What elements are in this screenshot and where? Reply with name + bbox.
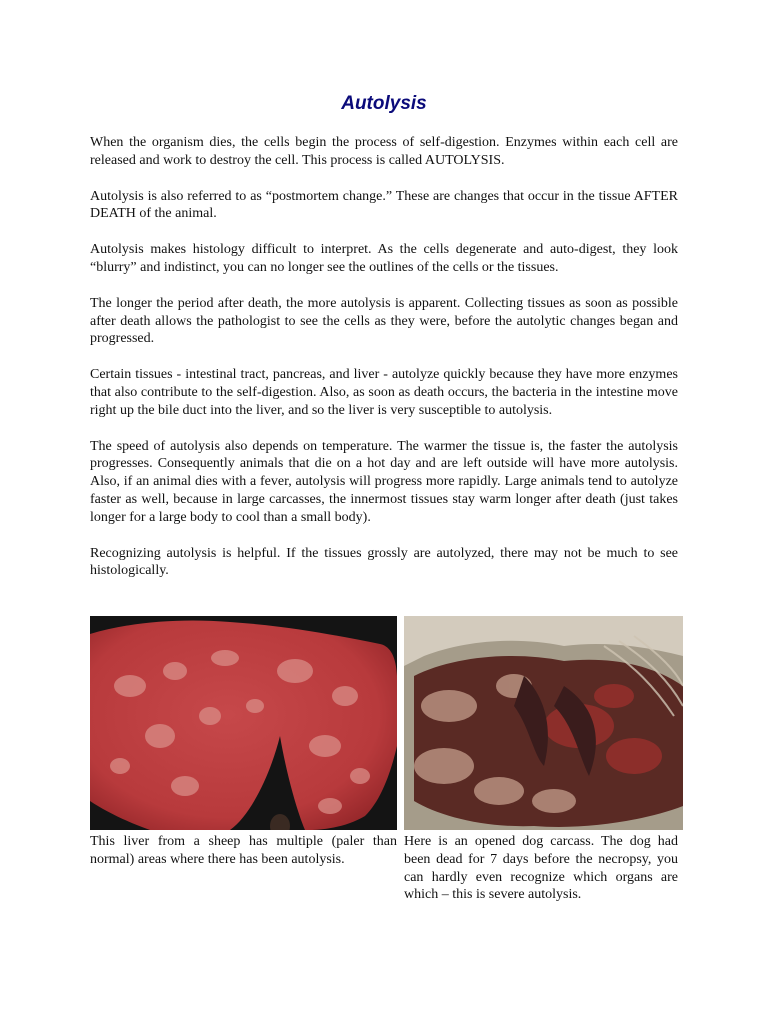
figure-row [90, 616, 683, 916]
paragraph-recognizing: Recognizing autolysis is helpful. If the tissues grossly are autolyzed, there may not be much to see histologically. [90, 545, 678, 579]
paragraph-definition: When the organism dies, the cells begin the process of self-digestion. Enzymes within each cell are released and work to destroy the cell. This process is called AUTOLYSIS. [90, 135, 678, 168]
paragraph-time-after-death: The longer the period after death, the more autolysis is apparent. Collecting tissues as soon as possible after death allows the pathologist to see the cells as they were, before the autolytic changes began and progressed. [90, 295, 678, 347]
dog-carcass-photo [404, 616, 683, 830]
paragraph-temperature: The speed of autolysis also depends on temperature. The warmer the tissue is, the faster the autolysis progresses. Consequently animals that die on a hot day and are left outside will have more autolysis. Also, if an animal dies with a fever, autolysis will progress more rapidly. Large animals tend to autolyze faster as well, because in large carcasses, the innermost tissues stay warm longer after death (just takes longer for a large body to cool than a small body). [90, 438, 678, 525]
paragraph-postmortem-change: Autolysis is also referred to as “postmortem change.” These are changes that occur in the tissue AFTER DEATH of the animal. [90, 188, 678, 222]
sheep-liver-caption: This liver from a sheep has multiple (paler than normal) areas where there has been autolysis. [90, 834, 397, 867]
paragraph-susceptible-tissues: Certain tissues - intestinal tract, pancreas, and liver - autolyze quickly because they have more enzymes that also contribute to the self-digestion. Also, as soon as death occurs, the bacteria in the intestine move right up the bile duct into the liver, and so the liver is very susceptible to autolysis. [90, 367, 678, 418]
sheep-liver-photo [90, 616, 397, 830]
dog-carcass-caption: Here is an opened dog carcass. The dog had been dead for 7 days before the necropsy, you can hardly even recognize which organs are which – this is severe autolysis. [404, 834, 678, 903]
document-body [90, 92, 678, 598]
figure-dog-carcass [404, 616, 683, 904]
page-title: Autolysis [341, 93, 427, 114]
paragraph-histology: Autolysis makes histology difficult to interpret. As the cells degenerate and auto-digest, they look “blurry” and indistinct, you can no longer see the outlines of the cells or the tissues. [90, 242, 678, 275]
figure-sheep-liver [90, 616, 397, 869]
